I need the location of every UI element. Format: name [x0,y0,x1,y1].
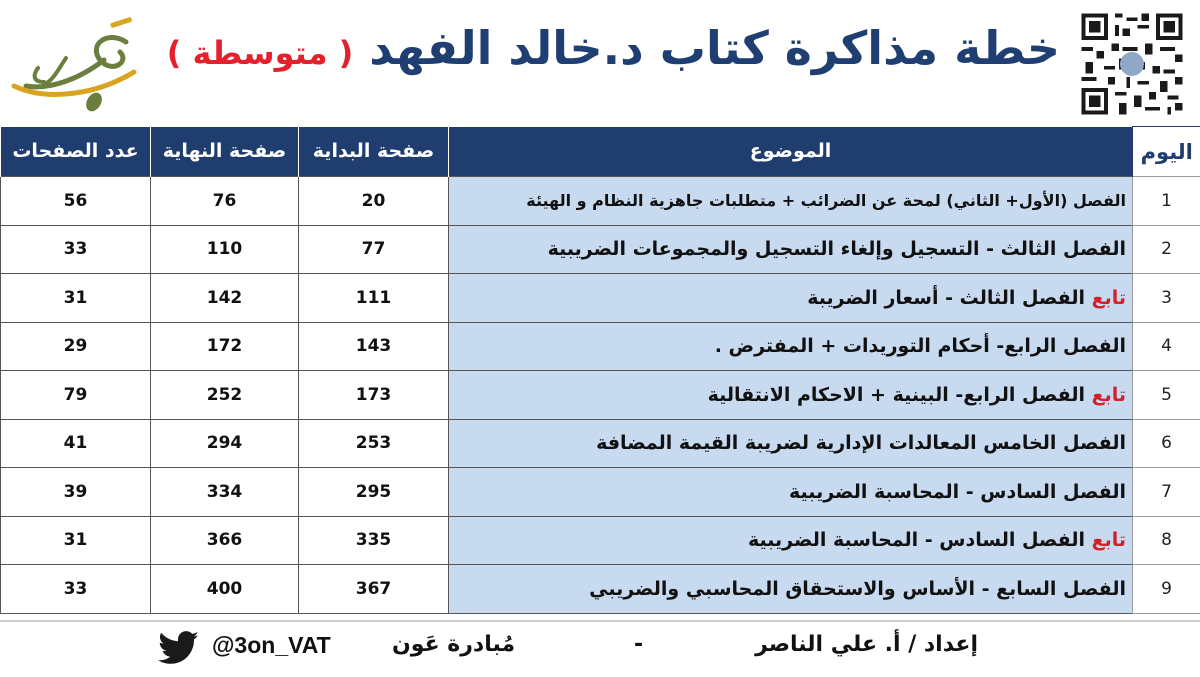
continued-label: تابع [1092,384,1126,406]
header-start-page: صفحة البداية [299,127,449,177]
end-page-cell: 142 [151,274,299,323]
end-page-cell: 252 [151,371,299,420]
table-row [1,177,1200,226]
day-cell: 7 [1133,468,1200,517]
topic-cell: الفصل الخامس المعالدات الإدارية لضريبة القيمة المضافة [449,419,1133,468]
start-page-cell: 111 [299,274,449,323]
header-topic: الموضوع [449,127,1133,177]
day-cell: 9 [1133,565,1200,614]
start-page-cell: 20 [299,177,449,226]
end-page-cell: 110 [151,225,299,274]
page-count-cell: 39 [1,468,151,517]
header-end-page: صفحة النهاية [151,127,299,177]
topic-text: الفصل الثالث - أسعار الضريبة [807,287,1085,309]
continued-label: تابع [1092,287,1126,309]
day-cell: 8 [1133,516,1200,565]
topic-cell: الفصل (الأول+ الثاني) لمحة عن الضرائب + متطلبات جاهزية النظام و الهيئة [449,177,1133,226]
study-plan-table [0,126,1200,614]
table-row [1,419,1200,468]
topic-cell [449,274,1133,323]
topic-cell [449,516,1133,565]
header-page-count: عدد الصفحات [1,127,151,177]
table-row [1,565,1200,614]
topic-text: الفصل الرابع- البينية + الاحكام الانتقالية [708,384,1085,406]
page-count-cell: 33 [1,225,151,274]
day-cell: 3 [1133,274,1200,323]
page-count-cell: 33 [1,565,151,614]
page-count-cell: 41 [1,419,151,468]
continued-label: تابع [1092,529,1126,551]
start-page-cell: 143 [299,322,449,371]
qr-code-icon [1078,10,1186,118]
table-row [1,225,1200,274]
end-page-cell: 76 [151,177,299,226]
page-count-cell: 31 [1,516,151,565]
table-row [1,468,1200,517]
end-page-cell: 334 [151,468,299,517]
prepared-by: إعداد / أ. علي الناصر [755,632,978,657]
end-page-cell: 366 [151,516,299,565]
header-day: اليوم [1133,127,1200,177]
header [0,0,1200,122]
start-page-cell: 253 [299,419,449,468]
plan-title: خطة مذاكرة كتاب د.خالد الفهد [369,21,1060,75]
day-cell: 4 [1133,322,1200,371]
day-cell: 6 [1133,419,1200,468]
end-page-cell: 172 [151,322,299,371]
table-row [1,371,1200,420]
difficulty-level: ( متوسطة ) [167,34,354,72]
end-page-cell: 294 [151,419,299,468]
day-cell: 5 [1133,371,1200,420]
twitter-bird-icon [158,631,200,665]
footer-separator: - [634,632,643,657]
start-page-cell: 173 [299,371,449,420]
page-title [190,8,1060,88]
table-row [1,516,1200,565]
twitter-handle: @3on_VAT [212,632,331,659]
topic-cell: الفصل السادس - المحاسبة الضريبية [449,468,1133,517]
topic-cell: الفصل السابع - الأساس والاستحقاق المحاسبي والضريبي [449,565,1133,614]
topic-cell: الفصل الثالث - التسجيل وإلغاء التسجيل والمجموعات الضريبية [449,225,1133,274]
topic-cell: الفصل الرابع- أحكام التوريدات + المفترض . [449,322,1133,371]
table-header-row [1,127,1200,177]
start-page-cell: 367 [299,565,449,614]
study-plan-grid [0,126,1200,614]
day-cell: 1 [1133,177,1200,226]
table-row [1,274,1200,323]
oun-calligraphy-logo [8,10,148,115]
day-cell: 2 [1133,225,1200,274]
footer [0,620,1200,677]
start-page-cell: 295 [299,468,449,517]
start-page-cell: 77 [299,225,449,274]
table-row [1,322,1200,371]
page-count-cell: 31 [1,274,151,323]
page-count-cell: 29 [1,322,151,371]
topic-cell [449,371,1133,420]
start-page-cell: 335 [299,516,449,565]
initiative-name: مُبادرة عَون [392,632,515,657]
page-count-cell: 79 [1,371,151,420]
page-count-cell: 56 [1,177,151,226]
end-page-cell: 400 [151,565,299,614]
topic-text: الفصل السادس - المحاسبة الضريبية [748,529,1085,551]
